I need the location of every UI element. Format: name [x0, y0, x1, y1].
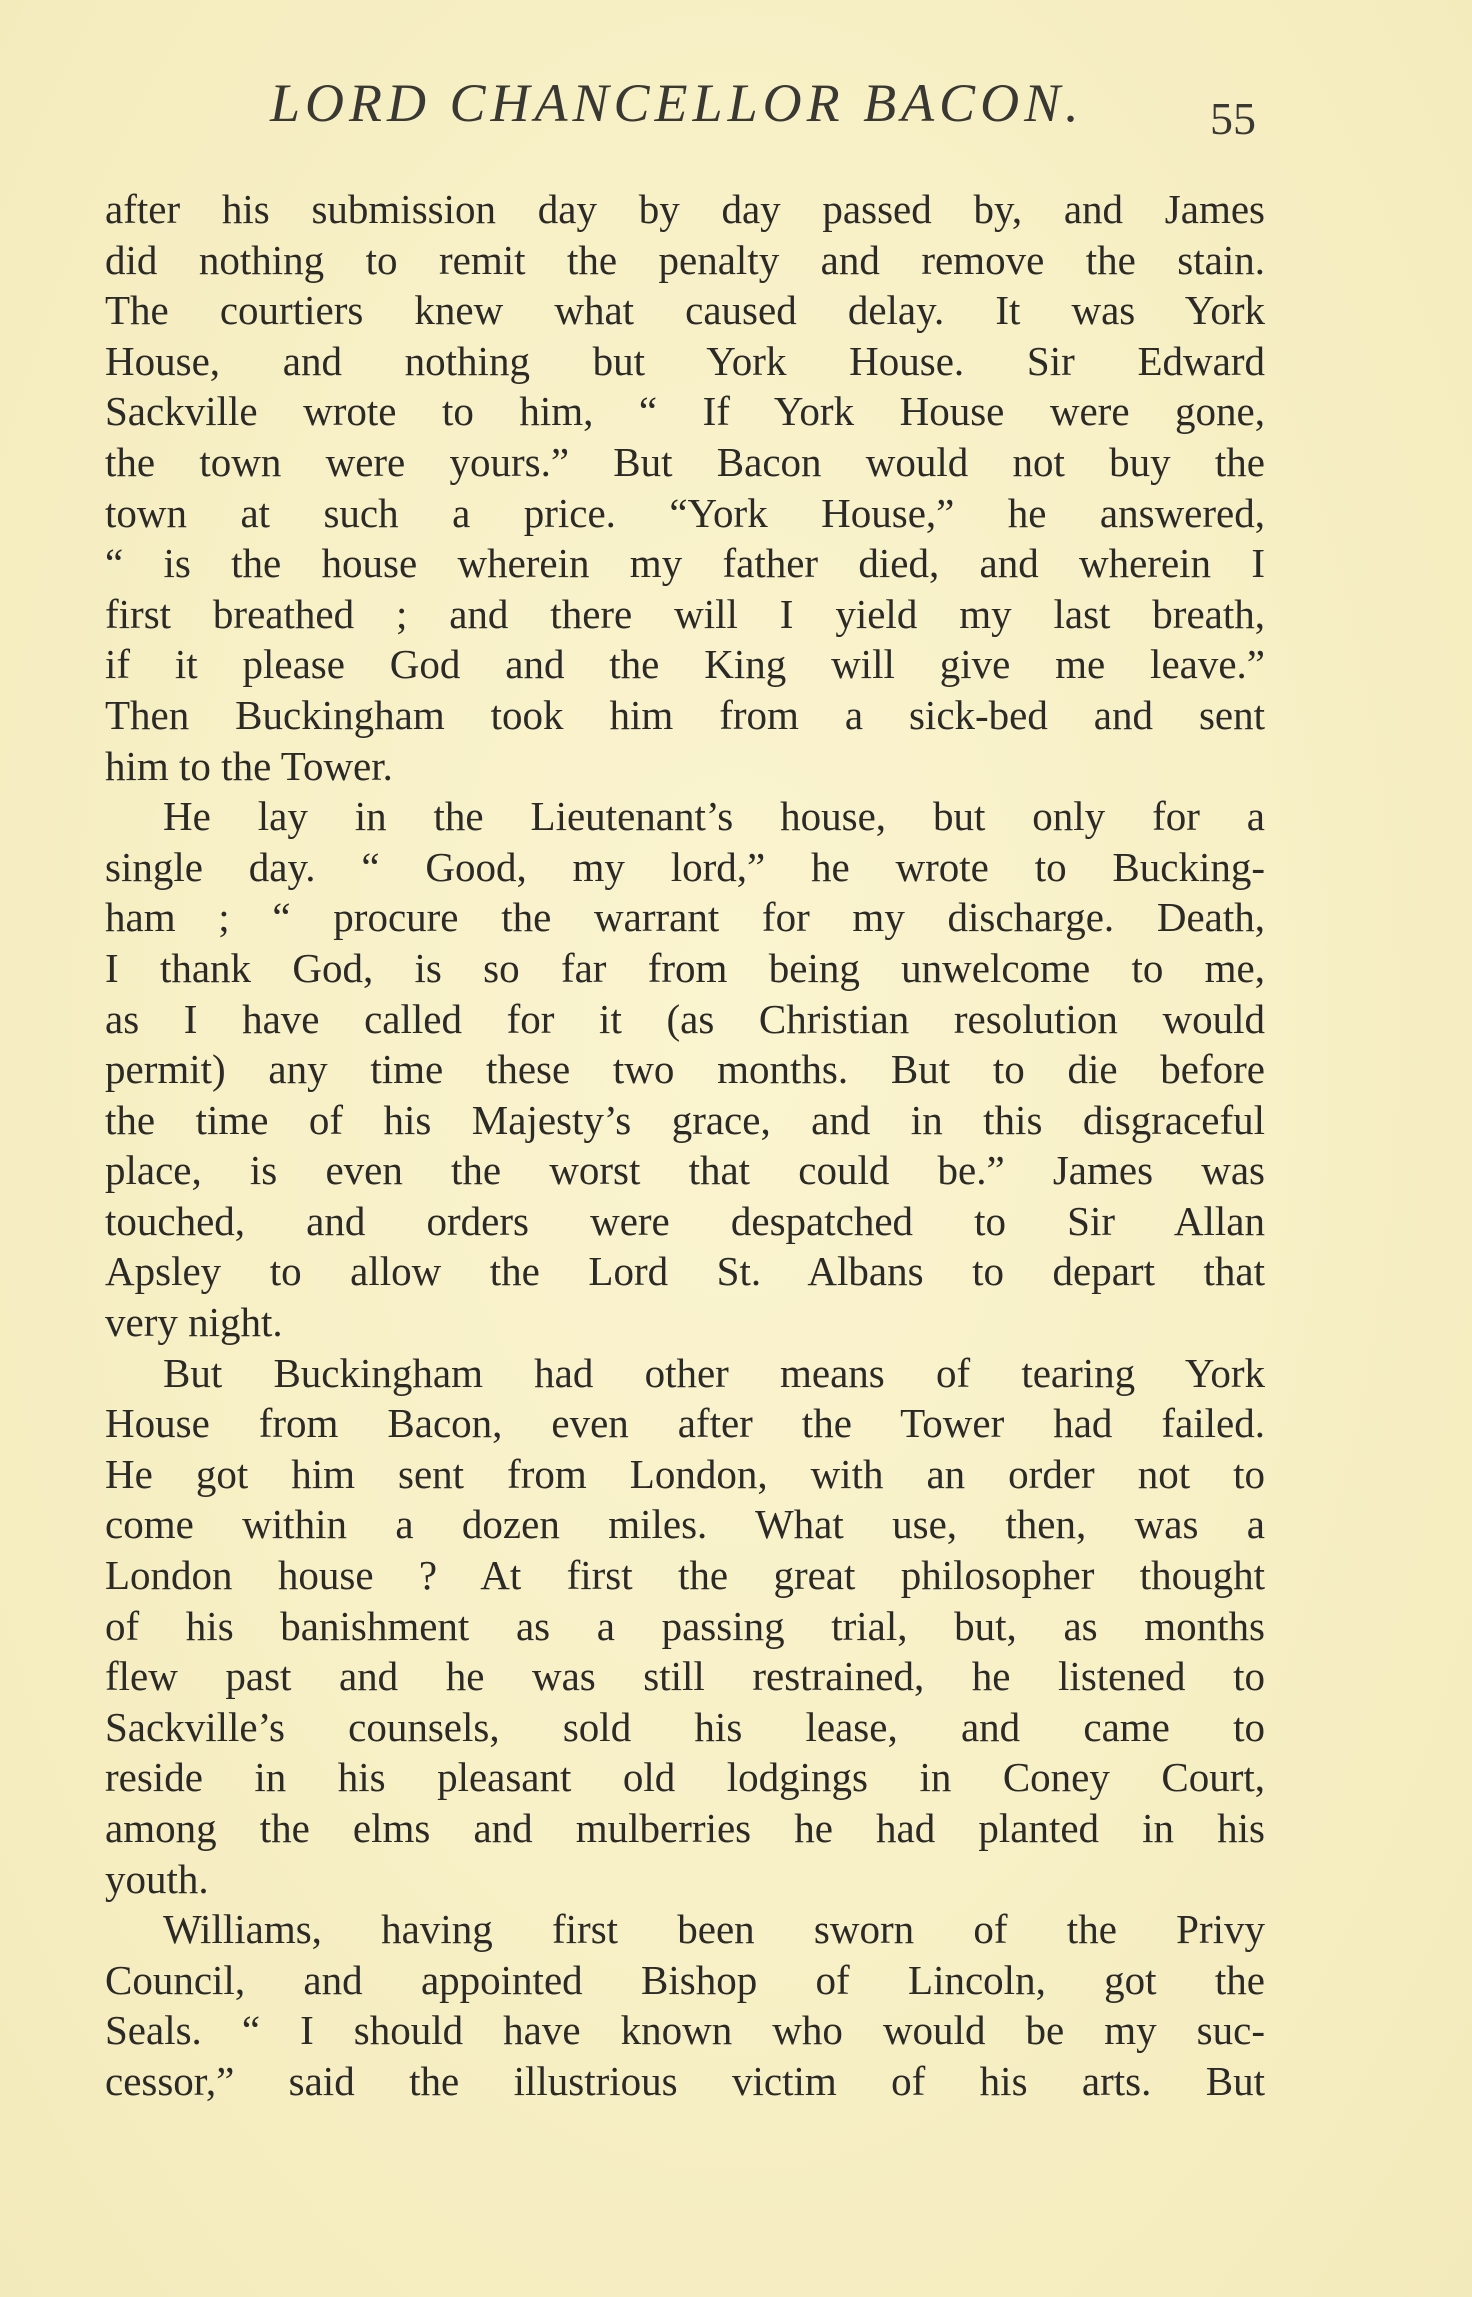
text-line: place, is even the worst that could be.” James was — [105, 1147, 1265, 1194]
text-line: I thank God, is so far from being unwelcome to me, — [105, 944, 1265, 991]
text-line: touched, and orders were despatched to Sir Allan — [105, 1197, 1265, 1244]
text-line: London house ? At first the great philosopher thought — [105, 1552, 1265, 1599]
text-line: youth. — [105, 1855, 209, 1902]
text-line: among the elms and mulberries he had planted in his — [105, 1805, 1265, 1851]
text-line: Seals. “ I should have known who would be my suc- — [105, 2007, 1265, 2054]
text-line: reside in his pleasant old lodgings in Coney Court, — [105, 1754, 1265, 1801]
body-text — [105, 184, 1265, 2107]
text-line: the time of his Majesty’s grace, and in this disgraceful — [105, 1096, 1265, 1143]
text-line: come within a dozen miles. What use, then, was a — [105, 1501, 1265, 1548]
text-line: cessor,” said the illustrious victim of his arts. But — [105, 2057, 1265, 2104]
text-line: But Buckingham had other means of tearing York — [163, 1349, 1265, 1396]
text-line: He lay in the Lieutenant’s house, but only for a — [163, 793, 1265, 840]
text-line: House from Bacon, even after the Tower had failed. — [105, 1400, 1265, 1447]
text-line: first breathed ; and there will I yield my last breath, — [105, 590, 1265, 637]
text-line: Sackville wrote to him, “ If York House were gone, — [105, 388, 1265, 435]
running-title: LORD CHANCELLOR BACON. — [270, 73, 1084, 133]
text-line: after his submission day by day passed by, and James — [105, 186, 1265, 232]
page-number: 55 — [1210, 93, 1256, 144]
text-line: as I have called for it (as Christian resolution would — [105, 995, 1265, 1042]
text-line: Council, and appointed Bishop of Lincoln, got the — [105, 1956, 1265, 2003]
text-line: Then Buckingham took him from a sick-bed and sent — [105, 691, 1265, 738]
text-line: flew past and he was still restrained, he listened to — [105, 1653, 1265, 1700]
text-line: “ is the house wherein my father died, and wherein I — [105, 540, 1265, 587]
text-line: town at such a price. “York House,” he answered, — [105, 489, 1265, 536]
text-line: did nothing to remit the penalty and remove the stain. — [105, 236, 1265, 283]
text-line: ham ; “ procure the warrant for my discharge. Death, — [105, 894, 1265, 941]
text-line: very night. — [105, 1299, 283, 1346]
text-line: Apsley to allow the Lord St. Albans to depart that — [105, 1248, 1265, 1295]
text-line: He got him sent from London, with an order not to — [105, 1450, 1265, 1497]
text-line: if it please God and the King will give me leave.” — [105, 641, 1265, 688]
text-line: him to the Tower. — [105, 742, 393, 789]
text-line: of his banishment as a passing trial, but, as months — [105, 1602, 1265, 1649]
text-line: permit) any time these two months. But to die before — [105, 1046, 1265, 1093]
text-line: single day. “ Good, my lord,” he wrote to Bucking- — [105, 843, 1265, 890]
text-line: the town were yours.” But Bacon would not buy the — [105, 438, 1265, 485]
text-line: Sackville’s counsels, sold his lease, and came to — [105, 1703, 1265, 1750]
text-line: The courtiers knew what caused delay. It was York — [105, 287, 1265, 334]
text-line: House, and nothing but York House. Sir Edward — [105, 337, 1265, 384]
running-head — [270, 72, 1270, 142]
text-line: Williams, having first been sworn of the Privy — [163, 1906, 1265, 1953]
